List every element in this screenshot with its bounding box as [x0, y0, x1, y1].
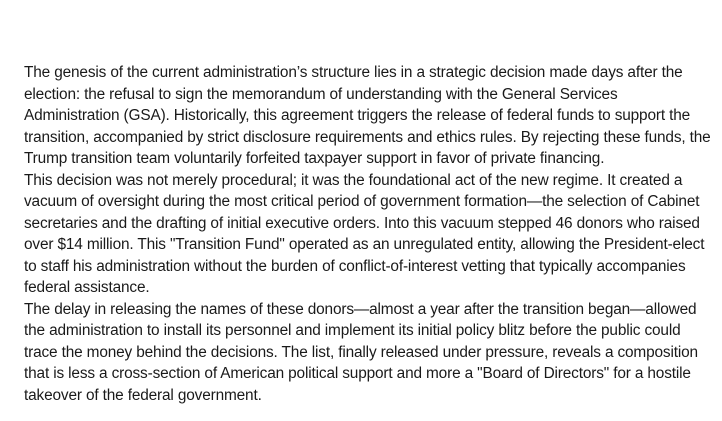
paragraph-2: This decision was not merely procedural; it was the foundational act of the new regime. It created a vacuum of oversight during the most critical period of government formation—the selection of Cabinet secretaries and the drafting of initial executive orders. Into this vacuum stepped 46 donors who raised over $14 million. This "Transition Fund" operated as an unregulated entity, allowing the President-elect to staff his administration without the burden of conflict-of-interest vetting that typically accompanies federal assistance.	[24, 171, 705, 296]
paragraph-3: The delay in releasing the names of these donors—almost a year after the transition began—allowed the administration to install its personnel and implement its initial policy blitz before the public could trace the money behind the decisions. The list, finally released under pressure, reveals a composition that is less a cross-section of American political support and more a "Board of Directors" for a hostile takeover of the federal government.	[24, 300, 698, 404]
document-body	[24, 62, 714, 406]
paragraph-1: The genesis of the current administration’s structure lies in a strategic decision made days after the election: the refusal to sign the memorandum of understanding with the General Services Administration (GSA). Historically, this agreement triggers the release of federal funds to support the transition, accompanied by strict disclosure requirements and ethics rules. By rejecting these funds, the Trump transition team voluntarily forfeited taxpayer support in favor of private financing.	[24, 64, 711, 167]
